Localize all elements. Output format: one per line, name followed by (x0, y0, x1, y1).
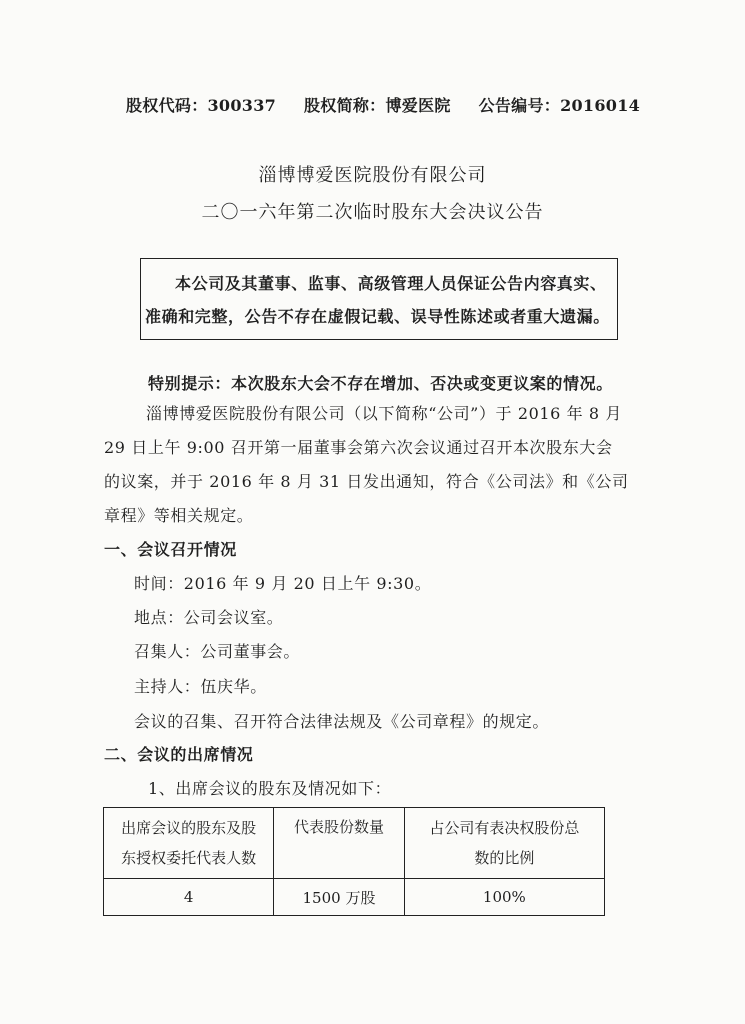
statement-line-1: 本公司及其董事、监事、高级管理人员保证公告内容真实、 (175, 274, 607, 293)
header-attendee-count: 出席会议的股东及股 东授权委托代表人数 (104, 808, 274, 879)
statement-box (140, 258, 618, 340)
table-row (104, 879, 605, 916)
section2-heading: 二、会议的出席情况 (104, 745, 254, 764)
header-voting-ratio: 占公司有表决权股份总 数的比例 (404, 808, 604, 879)
stock-code: 股权代码：300337 (126, 96, 277, 115)
table-header-row (104, 808, 605, 879)
attendance-table (103, 807, 605, 916)
cell-attendee-count: 4 (104, 879, 274, 916)
meeting-time: 时间：2016 年 9 月 20 日上午 9:30。 (134, 574, 432, 593)
section1-heading: 一、会议召开情况 (104, 540, 237, 559)
meeting-title: 二〇一六年第二次临时股东大会决议公告 (201, 202, 544, 223)
intro-line-4: 章程》等相关规定。 (104, 506, 254, 525)
meeting-compliance: 会议的召集、召开符合法律法规及《公司章程》的规定。 (134, 712, 550, 731)
cell-voting-ratio: 100% (404, 879, 604, 916)
meeting-host: 主持人：伍庆华。 (134, 677, 267, 696)
meeting-convener: 召集人：公司董事会。 (134, 642, 301, 661)
cell-share-quantity: 1500 万股 (274, 879, 405, 916)
notice-number: 公告编号：2016014 (478, 96, 641, 115)
intro-line-1: 淄博博爱医院股份有限公司（以下简称“公司”）于 2016 年 8 月 (146, 404, 623, 423)
special-tip: 特别提示：本次股东大会不存在增加、否决或变更议案的情况。 (148, 374, 613, 393)
meeting-place: 地点：公司会议室。 (134, 608, 284, 627)
company-title: 淄博博爱医院股份有限公司 (258, 165, 487, 186)
section2-sub1: 1、出席会议的股东及情况如下： (148, 779, 392, 798)
header-share-quantity: 代表股份数量 (274, 808, 405, 879)
intro-line-3: 的议案，并于 2016 年 8 月 31 日发出通知，符合《公司法》和《公司 (104, 472, 629, 491)
statement-line-2: 准确和完整，公告不存在虚假记载、误导性陈述或者重大遗漏。 (145, 307, 610, 326)
announcement-header (126, 96, 640, 116)
intro-line-2: 29 日上午 9:00 召开第一届董事会第六次会议通过召开本次股东大会 (104, 438, 613, 457)
stock-short-name: 股权简称：博爱医院 (303, 96, 451, 115)
